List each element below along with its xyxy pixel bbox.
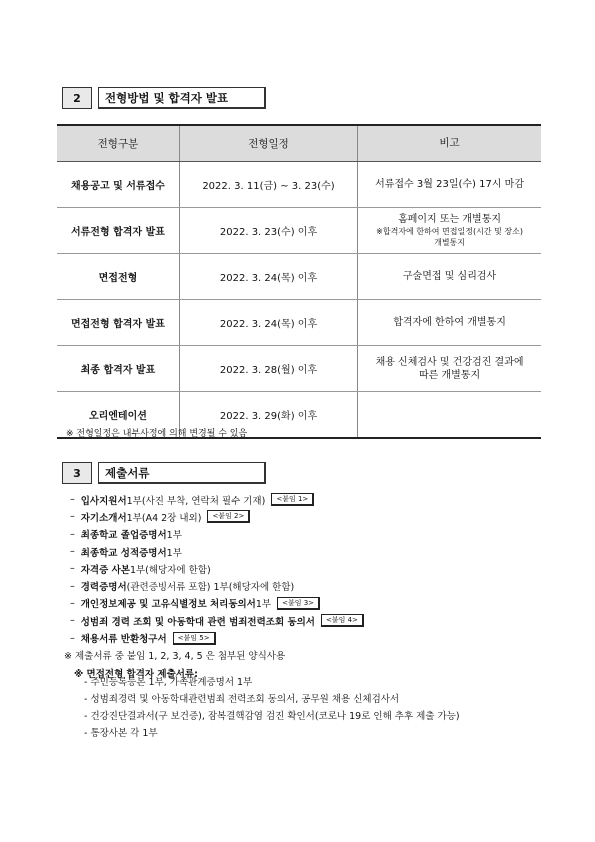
note-cell [358, 208, 541, 254]
stage-cell: 채용공고 및 서류접수 [57, 162, 179, 208]
stage-cell: 면접전형 [57, 254, 179, 300]
attachment-badge: <붙임 2> [207, 510, 250, 523]
note-text: 홈페이지 또는 개별통지 [398, 214, 502, 225]
document-detail: 1부 [166, 547, 182, 559]
attachment-badge: <붙임 1> [271, 493, 314, 506]
attachment-badge: <붙임 5> [173, 632, 216, 645]
note-cell [358, 346, 541, 392]
table-row [57, 300, 541, 346]
date-cell: 2022. 3. 24(목) 이후 [179, 300, 357, 346]
table-row [57, 162, 541, 208]
document-detail: 1부(해당자에 한함) [129, 564, 211, 576]
dash: – [70, 563, 75, 575]
attachment-badge: <붙임 3> [277, 597, 320, 610]
document-detail: 1부(사진 부착, 연락처 필수 기재) [126, 495, 266, 507]
document-detail: 1부 [166, 530, 182, 542]
list-item: - 성범죄경력 및 아동학대관련범죄 전력조회 동의서, 공무원 채용 신체검사서 [84, 693, 400, 705]
section-number: 3 [62, 462, 92, 484]
table-header-row [57, 125, 541, 162]
section-number: 2 [62, 87, 92, 109]
note-cell [358, 162, 541, 208]
column-header: 전형구분 [57, 125, 179, 162]
list-item [70, 612, 364, 629]
note-text: 서류접수 3월 23일(수) 17시 마감 [375, 179, 525, 190]
interview-docs-list [84, 672, 460, 740]
schedule-table [57, 124, 541, 439]
document-name: 최종학교 성적증명서 [80, 547, 167, 559]
section-title: 제출서류 [98, 462, 266, 484]
dash: – [70, 546, 75, 558]
table-row [57, 254, 541, 300]
document-detail: (관련증빙서류 포함) 1부(해당자에 한함) [126, 582, 295, 594]
stage-cell: 오리엔테이션 [57, 392, 179, 439]
section-2-header [62, 87, 266, 109]
document-name: 경력증명서 [80, 582, 127, 594]
date-cell: 2022. 3. 28(월) 이후 [179, 346, 357, 392]
section-title: 전형방법 및 합격자 발표 [98, 87, 266, 109]
dash: – [70, 580, 75, 592]
note-cell [358, 300, 541, 346]
stage-cell: 서류전형 합격자 발표 [57, 208, 179, 254]
note-text: 구술면접 및 심리검사 [402, 271, 497, 282]
date-cell: 2022. 3. 29(화) 이후 [179, 392, 357, 439]
list-item [70, 629, 364, 646]
dash: – [70, 511, 75, 523]
list-item [70, 543, 364, 560]
list-item: - 통장사본 각 1부 [84, 727, 158, 739]
document-detail: 1부(A4 2장 내외) [126, 512, 202, 524]
stage-cell: 면접전형 합격자 발표 [57, 300, 179, 346]
document-name: 개인정보제공 및 고유식별정보 처리동의서 [80, 599, 256, 611]
attachment-badge: <붙임 4> [321, 614, 364, 627]
interview-docs-header: ※ 면접전형 합격자 제출서류: [74, 668, 198, 680]
document-name: 채용서류 반환청구서 [80, 634, 167, 646]
list-item [70, 577, 364, 594]
table-row [57, 346, 541, 392]
note-cell [358, 392, 541, 439]
date-cell: 2022. 3. 23(수) 이후 [179, 208, 357, 254]
note-after-text: 개별통지 [434, 238, 466, 247]
note-small-text: ※합격자에 한하여 면접일정(시간 및 장소) [376, 227, 523, 236]
attachments-note: ※ 제출서류 중 붙임 1, 2, 3, 4, 5 은 첨부된 양식사용 [64, 651, 286, 663]
dash: – [70, 632, 75, 644]
table-row [57, 208, 541, 254]
list-item: - 주민등록등본 1부, 가족관계증명서 1부 [84, 676, 253, 688]
section-3-header [62, 462, 266, 484]
column-header: 비고 [358, 125, 541, 162]
list-item [70, 560, 364, 577]
dash: – [70, 528, 75, 540]
dash: – [70, 615, 75, 627]
list-item [70, 595, 364, 612]
date-cell: 2022. 3. 11(금) ~ 3. 23(수) [179, 162, 357, 208]
column-header: 전형일정 [179, 125, 357, 162]
list-item [70, 526, 364, 543]
document-list [64, 491, 364, 681]
list-item: - 건강진단결과서(구 보건증), 잠복결핵감염 검진 확인서(코로나 19로 인해 추후 제출 가능) [84, 710, 460, 722]
document-name: 최종학교 졸업증명서 [80, 530, 167, 542]
list-item [70, 491, 364, 508]
document-name: 자격증 사본 [80, 564, 130, 576]
document-name: 성범죄 경력 조회 및 아동학대 관련 범죄전력조회 동의서 [80, 616, 315, 628]
list-item [70, 508, 364, 525]
dash: – [70, 494, 75, 506]
note-after-text: 따른 개별통지 [418, 369, 481, 381]
note-cell [358, 254, 541, 300]
document-detail: 1부 [255, 599, 272, 611]
schedule-note: ※ 전형일정은 내부사정에 의해 변경될 수 있음 [66, 429, 248, 439]
document-name: 자기소개서 [80, 512, 127, 524]
stage-cell: 최종 합격자 발표 [57, 346, 179, 392]
dash: – [70, 597, 75, 609]
document-name: 입사지원서 [80, 495, 127, 507]
note-text: 합격자에 한하여 개별통지 [393, 317, 506, 328]
date-cell: 2022. 3. 24(목) 이후 [179, 254, 357, 300]
note-text: 채용 신체검사 및 건강검진 결과에 [375, 356, 524, 368]
